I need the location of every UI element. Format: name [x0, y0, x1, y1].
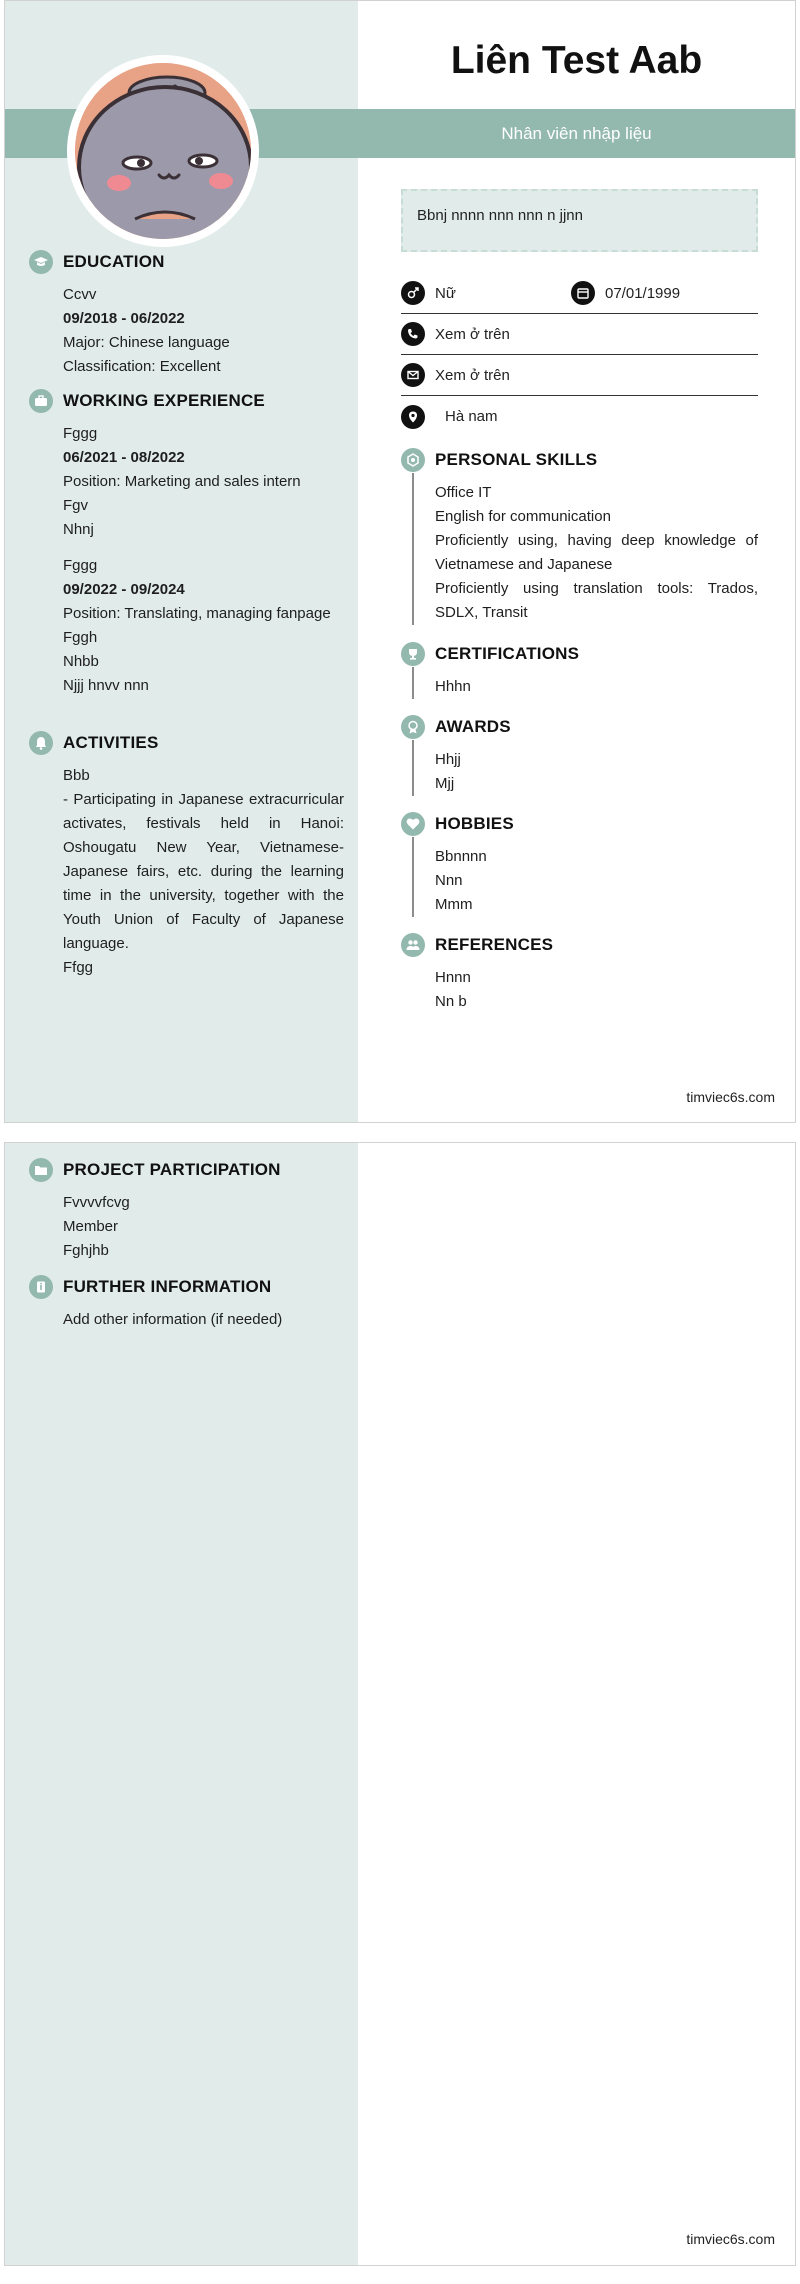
award-medal-icon	[401, 715, 425, 739]
footer-brand[interactable]: timviec6s.com	[686, 1089, 775, 1105]
avatar-illustration	[75, 63, 251, 239]
award-item: Hhjj	[435, 751, 461, 768]
graduation-cap-icon	[29, 250, 53, 274]
bell-icon	[29, 731, 53, 755]
experience-detail: Nhnj	[63, 521, 94, 538]
experience-detail: Fgv	[63, 497, 89, 514]
certifications-section	[401, 641, 758, 699]
calendar-icon	[571, 281, 595, 305]
award-item: Mjj	[435, 775, 455, 792]
experience-item	[63, 422, 344, 542]
reference-item: Hnnn	[435, 969, 471, 986]
email-value[interactable]: Xem ở trên	[435, 366, 510, 384]
skill-item: Office IT	[435, 484, 492, 501]
experience-item	[63, 554, 344, 698]
certifications-title: CERTIFICATIONS	[435, 644, 580, 663]
skills-icon	[401, 448, 425, 472]
contact-row-gender-birthday	[401, 273, 758, 314]
references-title: REFERENCES	[435, 935, 554, 954]
skill-item: English for communication	[435, 508, 611, 525]
experience-section	[29, 388, 344, 698]
awards-title: AWARDS	[435, 717, 511, 736]
phone-icon	[401, 322, 425, 346]
experience-position: Position: Translating, managing fanpage	[63, 605, 331, 622]
right-column	[358, 1143, 795, 2265]
hobbies-section	[401, 811, 758, 917]
info-document-icon	[29, 1275, 53, 1299]
birthday-value: 07/01/1999	[605, 284, 681, 302]
project-detail: Fghjhb	[63, 1242, 109, 1259]
gender-icon	[401, 281, 425, 305]
education-school: Ccvv	[63, 286, 97, 303]
hobbies-title: HOBBIES	[435, 814, 514, 833]
experience-period: 09/2022 - 09/2024	[63, 581, 185, 598]
folder-icon	[29, 1158, 53, 1182]
activities-description: - Participating in Japanese extracurricular activates, festivals held in Hanoi: Oshougatu New Year, Vietnamese-Japanese fairs, etc. during the learning time in the university, together with the Youth Union of Faculty of Japanese language.	[63, 791, 344, 952]
candidate-name: Liên Test Aab	[450, 39, 703, 82]
address-value: Hà nam	[445, 408, 498, 425]
briefcase-icon	[29, 389, 53, 413]
project-name: Fvvvvfcvg	[63, 1194, 130, 1211]
phone-value[interactable]: Xem ở trên	[435, 325, 510, 343]
project-role: Member	[63, 1218, 119, 1235]
activities-org: Bbb	[63, 767, 90, 784]
hobby-item: Nnn	[435, 872, 463, 889]
footer-brand[interactable]: timviec6s.com	[686, 2231, 775, 2247]
experience-company: Fggg	[63, 557, 98, 574]
trophy-icon	[401, 642, 425, 666]
people-icon	[401, 933, 425, 957]
contact-row-email	[401, 355, 758, 396]
education-period: 09/2018 - 06/2022	[63, 310, 185, 327]
education-title: EDUCATION	[63, 252, 165, 271]
location-pin-icon	[401, 405, 425, 429]
projects-title: PROJECT PARTICIPATION	[63, 1160, 281, 1179]
education-section	[29, 249, 344, 379]
cv-page-2	[4, 1142, 796, 2266]
cv-page-1	[4, 0, 796, 1123]
experience-detail: Fggh	[63, 629, 98, 646]
further-text: Add other information (if needed)	[63, 1311, 283, 1328]
education-major: Major: Chinese language	[63, 334, 230, 351]
avatar[interactable]	[75, 63, 251, 239]
education-classification: Classification: Excellent	[63, 358, 221, 375]
activities-extra: Ffgg	[63, 959, 94, 976]
skill-item: Proficiently using, having deep knowledge of Vietnamese and Japanese	[435, 532, 758, 573]
further-title: FURTHER INFORMATION	[63, 1277, 272, 1296]
experience-detail: Nhbb	[63, 653, 99, 670]
experience-position: Position: Marketing and sales intern	[63, 473, 301, 490]
experience-period: 06/2021 - 08/2022	[63, 449, 185, 466]
job-title: Nhân viên nhập liệu	[501, 124, 652, 143]
gender-value: Nữ	[435, 284, 456, 302]
experience-company: Fggg	[63, 425, 98, 442]
experience-detail: Njjj hnvv nnn	[63, 677, 149, 694]
experience-title: WORKING EXPERIENCE	[63, 391, 265, 410]
heart-icon	[401, 812, 425, 836]
references-section	[401, 932, 758, 1014]
reference-item: Nn b	[435, 993, 467, 1010]
projects-section	[29, 1157, 344, 1263]
email-icon	[401, 363, 425, 387]
skill-item: Proficiently using translation tools: Trados, SDLX, Transit	[435, 580, 758, 621]
summary-box: Bbnj nnnn nnn nnn n jjnn	[401, 189, 758, 252]
activities-title: ACTIVITIES	[63, 733, 159, 752]
contact-row-phone	[401, 314, 758, 355]
skills-title: PERSONAL SKILLS	[435, 450, 598, 469]
hobby-item: Mmm	[435, 896, 473, 913]
activities-section	[29, 730, 344, 980]
awards-section	[401, 714, 758, 796]
certification-item: Hhhn	[435, 678, 471, 695]
skills-section	[401, 447, 758, 625]
further-section	[29, 1274, 344, 1332]
hobby-item: Bbnnnn	[435, 848, 487, 865]
